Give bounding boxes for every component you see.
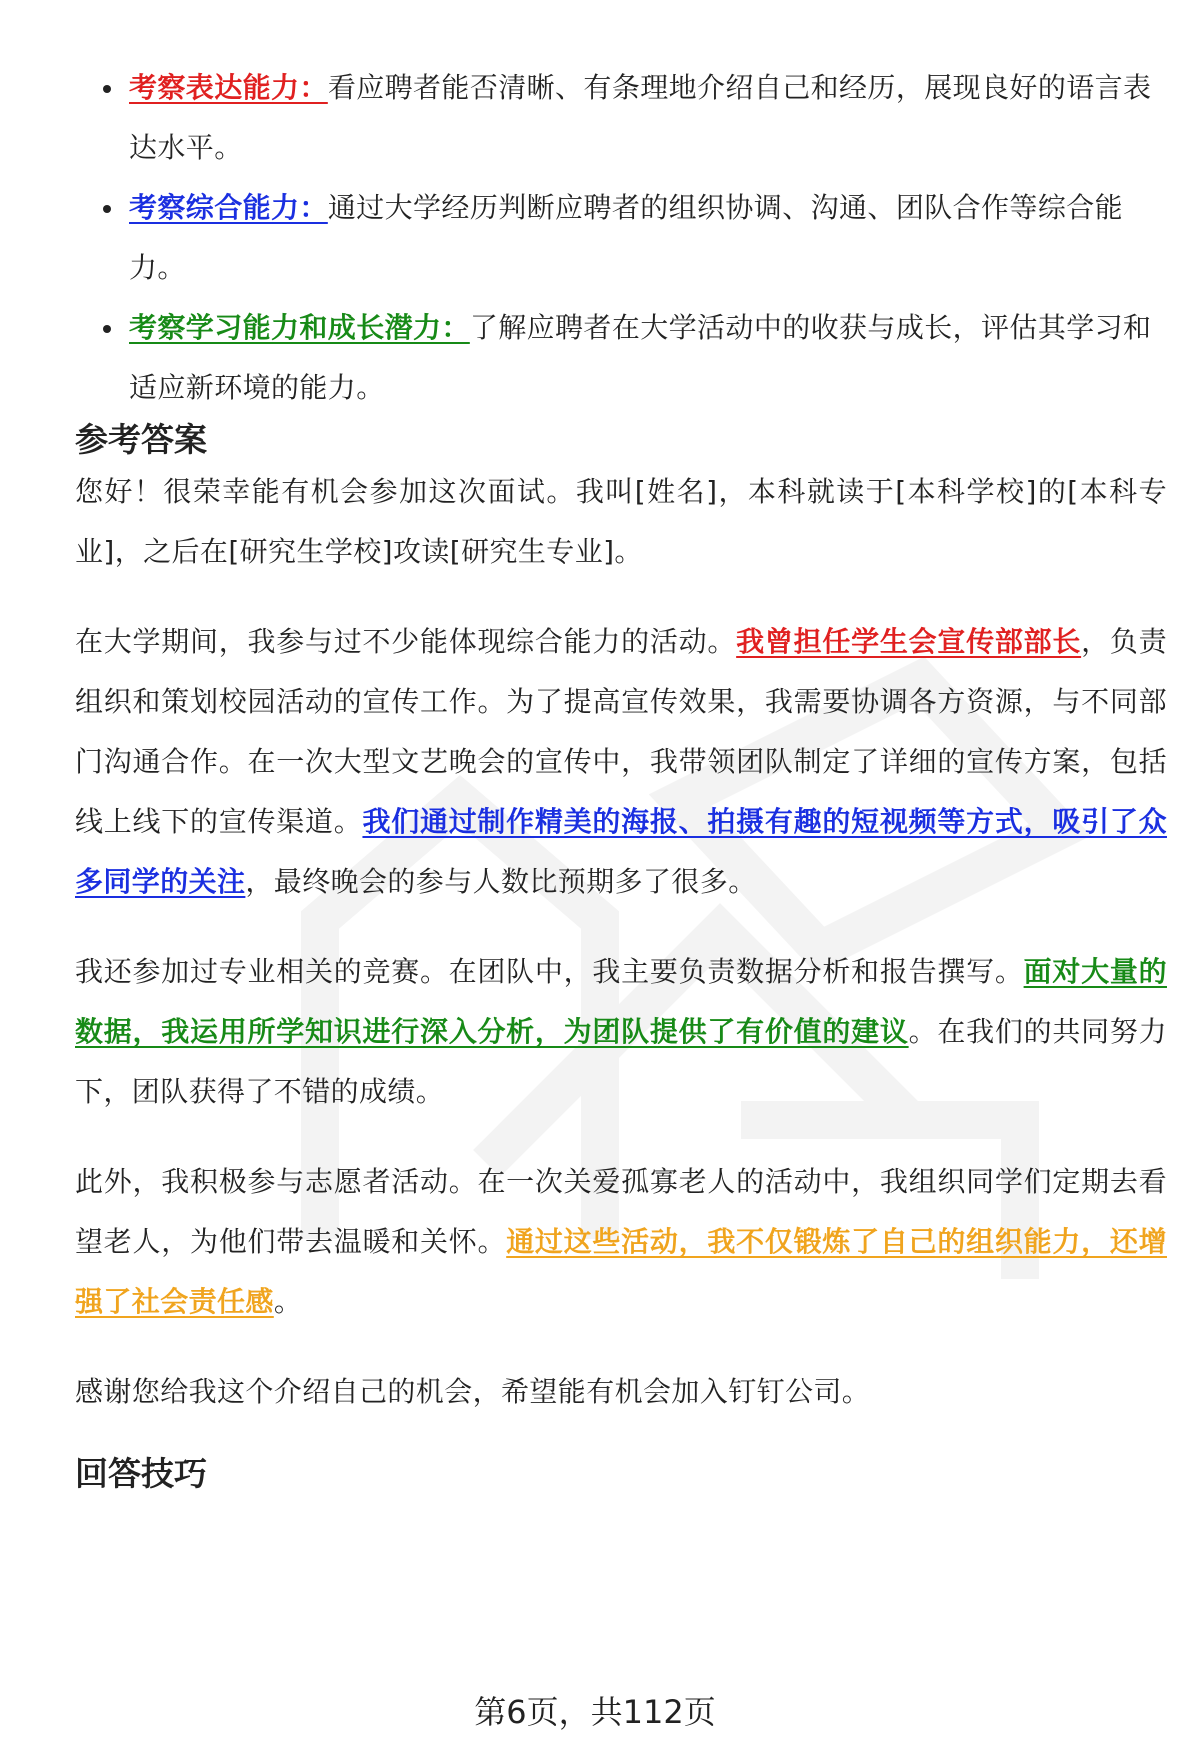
highlight-text: 面对大量的数据，我运用所学知识进行深入分析，为团队提供了有价值的建议	[75, 955, 1167, 1048]
answer-heading: 参考答案	[75, 420, 207, 459]
point-label: 考察表达能力：	[129, 71, 328, 104]
bullet-icon	[103, 85, 111, 93]
bullet-icon	[103, 325, 111, 333]
paragraph-text: ，最终晚会的参与人数比预期多了很多。	[245, 865, 757, 898]
paragraph-text: ，负责组织和策划校园活动的宣传工作。为了提高宣传效果，我需要协调各方资源，与不同部门沟通合作。在一次大型文艺晚会的宣传中，我带领团队制定了详细的宣传方案，包括线上线下的宣传渠道。	[75, 625, 1168, 838]
paragraph-text: 感谢您给我这个介绍自己的机会，希望能有机会加入钉钉公司。	[75, 1375, 871, 1408]
page-number: 第6页，共112页	[474, 1693, 716, 1731]
answer-paragraph-closing	[75, 1362, 1167, 1422]
point-text: 看应聘者能否清晰、有条理地介绍自己和经历，展现良好的语言表达水平。	[129, 71, 1152, 164]
list-item	[75, 58, 1167, 178]
point-label: 考察学习能力和成长潜力：	[129, 311, 470, 344]
paragraph-text: 此外，我积极参与志愿者活动。在一次关爱孤寡老人的活动中，我组织同学们定期去看望老人，为他们带去温暖和关怀。	[75, 1165, 1167, 1258]
answer-paragraph-intro	[75, 462, 1167, 582]
paragraph-text: 。在我们的共同努力下，团队获得了不错的成绩。	[75, 1015, 1167, 1108]
list-item	[75, 178, 1167, 298]
bullet-icon	[103, 205, 111, 213]
paragraph-text: 您好！很荣幸能有机会参加这次面试。我叫[姓名]，本科就读于[本科学校]的[本科专业]，之后在[研究生学校]攻读[研究生专业]。	[75, 475, 1167, 568]
evaluation-points-list	[75, 58, 1167, 418]
point-label: 考察综合能力：	[129, 191, 328, 224]
list-item	[75, 298, 1167, 418]
paragraph-text: 。	[273, 1285, 303, 1318]
main-content	[75, 58, 1167, 1496]
highlight-text: 我曾担任学生会宣传部部长	[736, 625, 1082, 658]
answer-paragraph-volunteer	[75, 1152, 1167, 1332]
answer-paragraph-activities	[75, 612, 1167, 912]
highlight-text: 我们通过制作精美的海报、拍摄有趣的短视频等方式，吸引了众多同学的关注	[75, 805, 1167, 898]
highlight-text: 通过这些活动，我不仅锻炼了自己的组织能力，还增强了社会责任感	[75, 1225, 1167, 1318]
point-text: 通过大学经历判断应聘者的组织协调、沟通、团队合作等综合能力。	[129, 191, 1124, 284]
point-text: 了解应聘者在大学活动中的收获与成长，评估其学习和适应新环境的能力。	[129, 311, 1152, 404]
tips-heading: 回答技巧	[75, 1454, 207, 1493]
paragraph-text: 在大学期间，我参与过不少能体现综合能力的活动。	[75, 625, 737, 658]
paragraph-text: 我还参加过专业相关的竞赛。在团队中，我主要负责数据分析和报告撰写。	[75, 955, 1024, 988]
answer-paragraph-competition	[75, 942, 1167, 1122]
